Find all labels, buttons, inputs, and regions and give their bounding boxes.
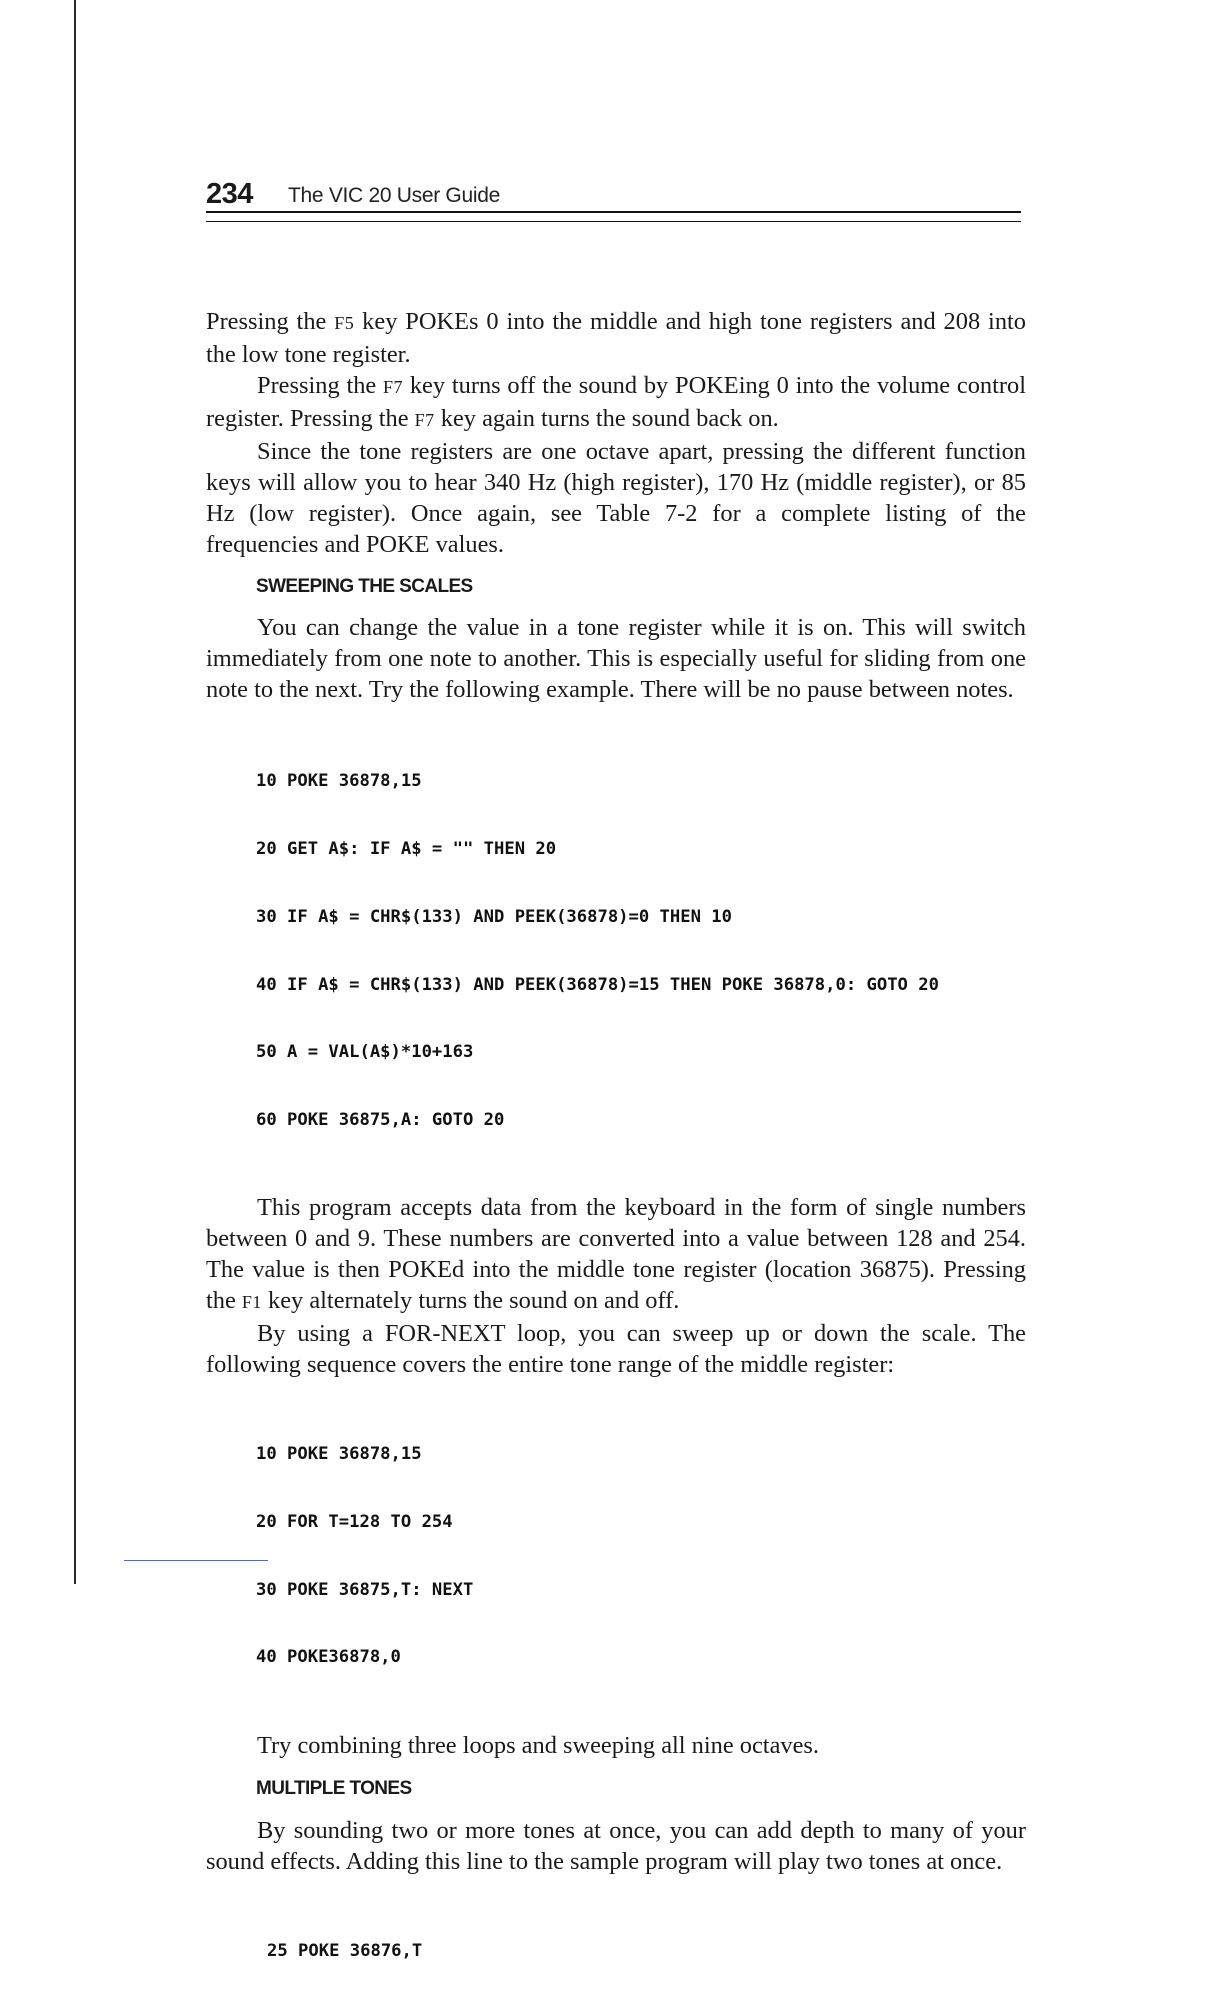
page-body (206, 306, 1026, 2008)
code-line: 30 IF A$ = CHR$(133) AND PEEK(36878)=0 THEN 10 (256, 906, 732, 927)
paragraph-sounding-two-tones: By sounding two or more tones at once, you can add depth to many of your sound effects. Adding this line to the sample program will play two tones at once. (206, 1817, 1026, 1876)
paragraph-program-accepts-data (206, 1192, 1026, 1318)
text-run: key turns off the sound by POKEing 0 into the volume control register. Pressing the (206, 372, 1026, 432)
code-line: 60 POKE 36875,A: GOTO 20 (256, 1110, 505, 1131)
code-listing-two-tones (206, 1895, 1026, 2008)
key-label-f7-again: F7 (414, 410, 435, 430)
paragraph-try-combining: Try combining three loops and sweeping all nine octaves. (257, 1732, 820, 1760)
code-line: 10 POKE 36878,15 (256, 1444, 422, 1465)
text-run: Pressing the (257, 372, 384, 399)
code-listing-sweep-example (206, 725, 1026, 1177)
section-heading-multiple-tones: MULTIPLE TONES (256, 1778, 412, 1800)
code-line: 20 FOR T=128 TO 254 (256, 1511, 453, 1532)
text-run: key again turns the sound back on. (434, 405, 779, 432)
key-label-f7: F7 (383, 377, 404, 397)
code-line: 25 POKE 36876,T (267, 1941, 423, 1962)
paragraph-change-value: You can change the value in a tone register while it is on. This will switch immediately from one note to another. This is especially useful for sliding from one note to the next. Try the following example. There will be no pause between notes. (206, 614, 1026, 703)
code-line: 30 POKE 36875,T: NEXT (256, 1579, 474, 1600)
code-line: 50 A = VAL(A$)*10+163 (256, 1042, 474, 1063)
code-line: 40 IF A$ = CHR$(133) AND PEEK(36878)=15 THEN POKE 36878,0: GOTO 20 (256, 974, 939, 995)
page-number: 234 (206, 178, 253, 210)
code-line: 40 POKE36878,0 (256, 1647, 401, 1668)
code-line: 10 POKE 36878,15 (256, 771, 422, 792)
code-listing-for-next (206, 1398, 1026, 1714)
running-head: The VIC 20 User Guide (288, 184, 500, 207)
text-run: This program accepts data from the keyboard in the form of single numbers between 0 and 9. These numbers are converted into a value between 128 and 254. The value is then POKEd into the middle tone register (location 36875). Pressing the (206, 1193, 1026, 1314)
key-label-f5: F5 (334, 313, 355, 333)
paragraph-octaves: Since the tone registers are one octave apart, pressing the different function keys will allow you to hear 340 Hz (high register), 170 Hz (middle register), or 85 Hz (low register). Once again, see Table 7-2 for a complete listing of the frequencies and POKE values. (206, 438, 1026, 558)
header-rule-thin (206, 221, 1021, 222)
page-header (206, 170, 1021, 230)
code-line: 20 GET A$: IF A$ = "" THEN 20 (256, 838, 557, 859)
header-rule-thick (206, 211, 1021, 213)
paragraph-f5-key (206, 306, 1026, 370)
section-heading-sweeping-the-scales: SWEEPING THE SCALES (256, 576, 473, 597)
paragraph-for-next-loop: By using a FOR-NEXT loop, you can sweep up or down the scale. The following sequence covers the entire tone range of the middle register: (206, 1319, 1026, 1378)
key-label-f1: F1 (241, 1291, 262, 1312)
paragraph-f7-key (206, 370, 1026, 436)
text-run: Pressing the (206, 308, 335, 335)
text-run: key POKEs 0 into the middle and high tone registers and 208 into the low tone register. (206, 308, 1026, 368)
text-run: key alternately turns the sound on and off. (261, 1286, 680, 1314)
scan-edge-line (74, 0, 76, 1584)
